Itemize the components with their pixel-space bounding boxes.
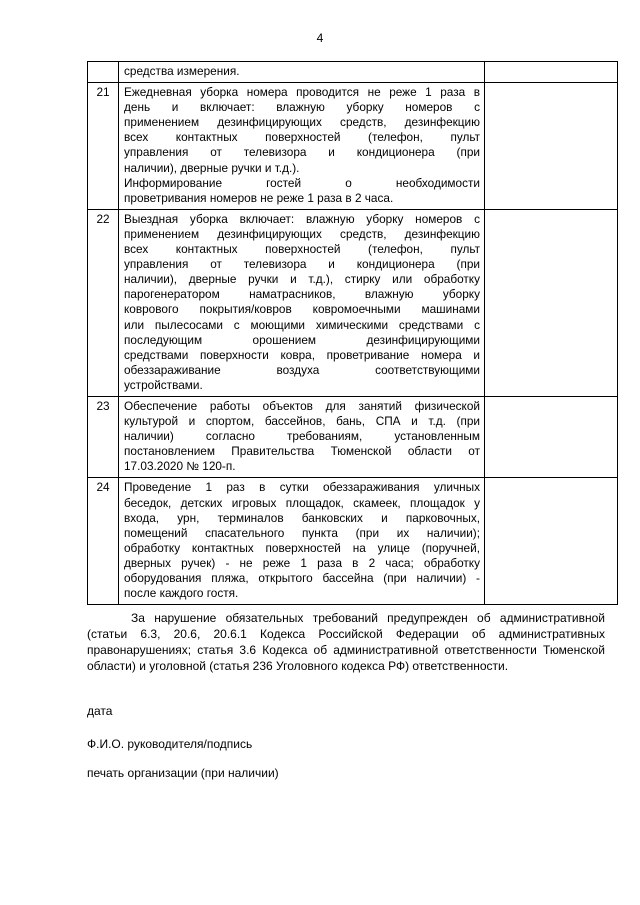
row-number (88, 62, 119, 83)
liability-notice (87, 610, 605, 674)
requirement-line: оборудования пляжа, открытого бассейна (при наличии) - (124, 571, 480, 585)
requirement-line: наличии) согласно требованиям, установленным (124, 429, 480, 444)
requirement-line: Проведение 1 раз в сутки обеззараживания уличных (124, 480, 480, 495)
requirements-table (87, 61, 618, 605)
requirement-line: средства измерения. (124, 64, 240, 78)
requirement-line: Информирование гостей о необходимости (124, 175, 480, 190)
date-label: дата (87, 704, 113, 718)
requirement-line: помещений спасательного пункта (при их наличии); (124, 525, 480, 540)
requirement-line: культурой и спортом, бассейнов, бань, СПА и т.д. (при (124, 414, 480, 429)
liability-notice-text: За нарушение обязательных требований предупрежден об административной (статьи 6.3, 20.6, 20.6.1 Кодекса Российской Федерации об административных правонарушениях; статья 3.6 Кодекса об административной ответственности Тюменской области) и уголовной (статья 236 Уголовного кодекса РФ) ответственности. (87, 611, 605, 673)
requirement-line: применением дезинфицирующих средств, дезинфекцию (124, 115, 480, 130)
mark-cell (485, 478, 618, 605)
requirement-line: проветривания номеров не реже 1 раза в 2 часа. (124, 190, 394, 205)
requirement-line: день и включает: влажную уборку номеров с (124, 100, 480, 115)
table-row (88, 209, 618, 396)
requirement-line: Ежедневная уборка номера проводится не реже 1 раза в (124, 85, 480, 100)
mark-cell (485, 83, 618, 210)
requirement-line: постановлением Правительства Тюменской области от (124, 444, 480, 459)
page-number: 4 (316, 31, 324, 45)
requirement-line: всех контактных поверхностей (телефон, пульт (124, 130, 480, 145)
requirement-line: коврового покрытия/ковров ковромоечными машинами (124, 302, 480, 317)
requirement-line: Выездная уборка включает: влажную уборку номеров с (124, 211, 480, 226)
requirement-line: дверных ручек) - не реже 1 раза в 2 часа; обработку (124, 555, 480, 570)
table-row (88, 478, 618, 605)
requirement-line: управления от телевизора и кондиционера (при (124, 257, 480, 272)
requirement-line: обработку контактных поверхностей на улице (поручней, (124, 540, 480, 555)
requirement-line: или пылесосами с моющими химическими средствами с (124, 317, 480, 332)
requirement-line: 17.03.2020 № 120-п. (124, 459, 236, 474)
requirement-line: обеззараживание воздуха соответствующими (124, 362, 480, 377)
requirement-text (119, 396, 485, 477)
table-row (88, 62, 618, 83)
requirement-line: парогенератором наматрасников, влажную уборку (124, 287, 480, 302)
requirement-line: наличии), дверные ручки и т.д.). (124, 160, 300, 175)
requirement-text (119, 209, 485, 396)
requirement-text (119, 478, 485, 605)
requirement-line: средствами поверхности ковра, проветривание номера и (124, 347, 480, 362)
requirement-line: наличии), дверные ручки и т.д.), стирку или обработку (124, 272, 480, 287)
row-number: 22 (88, 209, 119, 396)
requirement-line: устройствами. (124, 377, 203, 392)
requirement-text (119, 62, 485, 83)
table-row (88, 83, 618, 210)
requirement-line: применением дезинфицирующих средств, дезинфекцию (124, 226, 480, 241)
row-number: 23 (88, 396, 119, 477)
requirement-line: последующим орошением дезинфицирующими (124, 332, 480, 347)
requirement-line: Обеспечение работы объектов для занятий физической (124, 398, 480, 413)
mark-cell (485, 396, 618, 477)
requirement-line: входа, урн, терминалов банковских и парковочных, (124, 510, 480, 525)
stamp-label: печать организации (при наличии) (87, 766, 279, 780)
mark-cell (485, 62, 618, 83)
mark-cell (485, 209, 618, 396)
row-number: 21 (88, 83, 119, 210)
row-number: 24 (88, 478, 119, 605)
table-row (88, 396, 618, 477)
requirement-line: беседок, детских игровых площадок, скамеек, площадок у (124, 495, 480, 510)
requirement-line: управления от телевизора и кондиционера (при (124, 145, 480, 160)
requirement-line: всех контактных поверхностей (телефон, пульт (124, 242, 480, 257)
requirement-text (119, 83, 485, 210)
signatory-label: Ф.И.О. руководителя/подпись (87, 737, 253, 751)
requirement-line: после каждого гостя. (124, 586, 239, 601)
